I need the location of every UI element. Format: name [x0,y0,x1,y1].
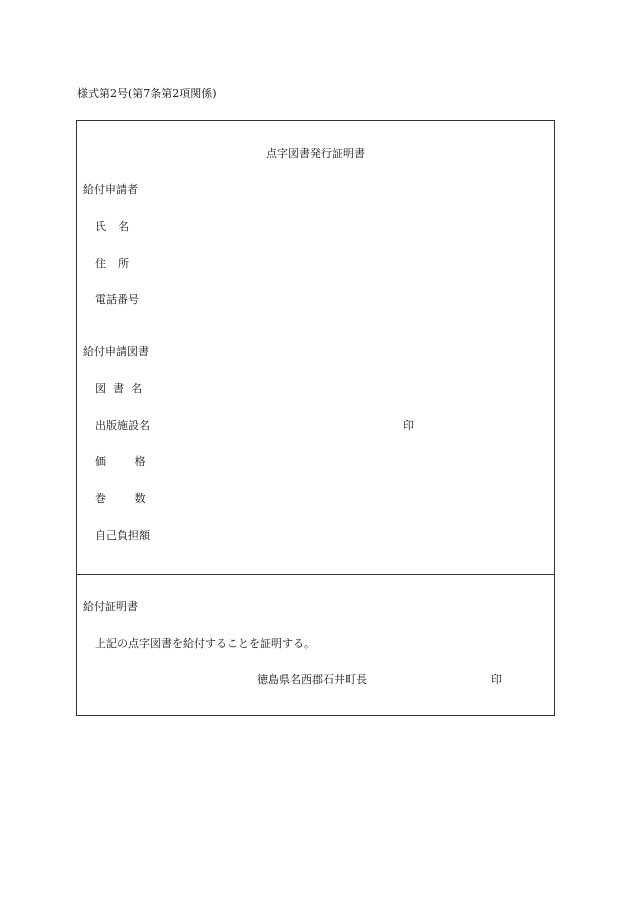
book-title-label: 図書名 [95,382,150,395]
certificate-heading: 給付証明書 [83,600,138,613]
applicant-address-label: 住所 [95,257,142,270]
applicant-phone-label: 電話番号 [95,293,139,306]
signer-name: 徳島県名西郡石井町長 [257,673,367,686]
price-label: 価格 [95,455,175,468]
publisher-seal-mark: 印 [403,419,414,432]
certificate-statement: 上記の点字図書を給付することを証明する。 [95,637,315,650]
form-number: 様式第2号(第7条第2項関係) [77,87,217,100]
signer-seal-mark: 印 [491,673,502,686]
applicant-heading: 給付申請者 [83,183,138,196]
section-divider [77,574,554,575]
volumes-label: 巻数 [95,492,175,505]
certificate-form [76,120,555,716]
document-title: 点字図書発行証明書 [266,147,365,160]
publisher-label: 出版施設名 [95,419,150,432]
book-heading: 給付申請図書 [83,345,149,358]
applicant-name-label: 氏名 [95,220,142,233]
copay-label: 自己負担額 [95,529,150,542]
